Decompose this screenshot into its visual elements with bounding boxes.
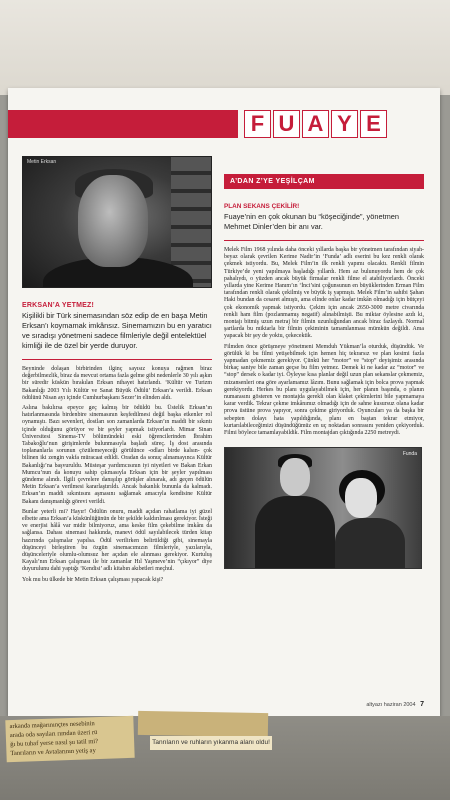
- photo-figure-woman: [335, 518, 405, 569]
- portrait-face: [78, 175, 148, 267]
- photo-figure-man: [255, 496, 335, 569]
- scrap-line: arada oda sayıları rımdan üzeri rü: [9, 729, 98, 740]
- photo-figure-woman-head: [345, 478, 377, 518]
- paper-scrap-label: Tanrıların ve ruhların yıkanma alanı oldu!: [150, 736, 272, 750]
- scrap-line: ğı bu tuhaf yerse nasıl şu tatil mi?: [10, 738, 99, 749]
- background: [0, 0, 450, 95]
- issue-label: altyazı haziran 2004: [366, 702, 416, 708]
- paragraph: Aslına bakılırsa epeyce geç kalmış bir ödüldü bu. Üstelik Erksan’ın hatırlanmasında birdenbire sinemasının keşfedilmesi değil başka etkenler rol oynamıştı. Bazı sevenleri, dostları son zamanlarda Erksan’ın maddi bir sıkıntı içinde olduğunu görüyor ve bir şeyler yapmak istiyorlardı. Mimar Sinan Üniversitesi Sinema-TV bölümündeki eski öğrencilerinden İbrahim Tabakoğlu’nun girişimlerde bulunmasıyla başladı süreç. İş dost arasında toplananlarla sorunun çözülemeyeceği görülünce -odları birde kalsın- çok bilinen iki zengin vakfa müracaat edildi. Oradan da sonuç alınamayınca Kültür Bakanlığı’na başvuruldu. Müsteşar yardımcısının iyi niyetleri ve Bakan Erkan Mumcu’nun da konuyu sahip çıkmasıyla Erksan için bir şeyler yapılması gündeme alındı. İlgili çevrelere danışılıp görüşler alınarak, adı geçen ödülün Metin Erksan’a verilmesi kararlaştırıldı. Ancak bakanlık bununla da kalmadı. Erksan’ın maddi sıkıntısını aşmasını sağlamak amacıyla kendisine Kültür Bakanı danışmanlığı görevi verildi.: [22, 405, 212, 505]
- paragraph: Bunlar yeterli mi? Hayır! Ödülün onuru, maddi açıdan rahatlama iyi güzel elbette ama Erksan’a küskünlüğünün de bir şekilde kaldırılması gerekiyor. İsteği ve enerjisi hâlâ var midir bilmiyoruz, ama keske film çekebilme imkânı da sağlansa. Dahası sinemasi hakkında, manevi ödül sayılabilecek türden kitap hazırında çalışmalar yapılsa. Ödül verilirken belirtildiği gibi, sinemayla düşünceyi birleştiren bu özgün sinemacımızın filmleriyle, yazılarıyla, düşünceleriyle olumlu-olumsuz her açıdan ele alınması gerekiyor. Kurtuluş Kayalı’nın Erksan çalışması ile bir zamanlar Hıl Yaşmeve’nin “çıkıyor” diye duyurulunu dahi yaptığı ‘Kendisi’ adlı kitabın akıbetleri meçhul.: [22, 508, 212, 573]
- title-letter: Y: [331, 110, 358, 138]
- paragraph: Yok mu bu ülkede bir Metin Erksan çalışması yapacak kişi?: [22, 576, 164, 583]
- photo-credit: Metin Erksan: [27, 159, 57, 165]
- article-body: [22, 366, 212, 584]
- paragraph: Melek Film 1968 yılında daha önceki yıllarda başka bir yönetmen tarafından siyah-beyaz olarak çevrilen Kerime Nadir’in ‘Funda’ adlı eserini bu kez renkli olarak çekmek istiyordu. Bu, Melek Film’in ilk renkli yapımı olacaktı. Renkli filmin Türkiye’de yeni yapılmaya başladığı yıllardı. Hem az bulunuyordu hem de çok pahalıydı, o yüzden ancak büyük firmalar renkli filme el atabiliyorlardı. Önceki yıllarda yine Kerime Hanım’ın ‘İnci’sini çoğunsunun en büyüklerinden Erman Film tarafından renkli olarak çekilmiş ve büyük iş yapmıştı. Melek Film’in sahibi Şahan Haki bundan da cesaret almıştı, ama elinde onlar kadar imkân olmadığı için bütçeyi çok ekonomik yapmak istiyordu. Çekim için ancak 2650-3000 metre civarında renkli ham film (pozlanmamış negatif) alınabilmişti. Bu miktar öylesine azdı ki, montajı bitmiş uzun metraj bir filmin uzunluğundan ancak biraz fazlaydı. Normal şartlarda bu miktarla bir filmin çekiminin tamamlanması mümkün değildi. Ama yapacak bir şey de yoktu, çekecektik.: [224, 247, 424, 340]
- film-still-photo: [224, 447, 422, 569]
- article-title: PLAN SEKANS ÇEKİLİR!: [224, 203, 300, 210]
- section-label: A’DAN Z’YE YEŞİLÇAM: [224, 174, 424, 189]
- scrap-line: Tanrıların ve Avtalarının yetiş ay: [10, 747, 96, 758]
- article-body: [224, 247, 424, 437]
- caption-text: Kişilikli bir Türk sinemasından söz edip de en başa Metin Erksan’ı koymamak imkânsız. Sinemamızın bu en yaratıcı ve sıradışı yönetmeni sadece filmleriyle değil entelektüel kimliği ile de özel bir yerde duruyor.: [22, 311, 212, 350]
- header-red-bar: [8, 110, 238, 138]
- title-letter: F: [244, 110, 271, 138]
- left-column: [22, 156, 212, 587]
- divider: [224, 240, 424, 241]
- divider: [22, 359, 212, 360]
- caption-heading: ERKSAN’A YETMEZ!: [22, 302, 95, 309]
- title-letter: E: [360, 110, 387, 138]
- photo-figure-man-head: [280, 458, 310, 496]
- paper-scrap: [5, 716, 134, 762]
- magazine-page: [8, 88, 440, 716]
- title-letter: A: [302, 110, 329, 138]
- photo-credit: Funda: [402, 451, 417, 458]
- right-column: [224, 174, 424, 569]
- paper-scrap: [138, 711, 268, 737]
- portrait-photo: [22, 156, 212, 288]
- page-number: 7: [420, 701, 424, 708]
- paragraph: Beyninde dolaşan birbirinden ilginç sayısız konuya rağmen biraz değerbilmezlik, biraz da mevcut ortama fazla gelme gibi nedenlerle 30 yılı aşkın bir süredir küskün bırakılan Erksan nihayet hatırlandı. ‘Kültür ve Turizm Bakanlığı 2003 Yılı Kültür ve Sanat Büyük Ödülü’ Erksan’a verildi. Erksan ödülünü Nisan ayı içinde Cumhurbaşkanı Sezer’in elinden aldı.: [22, 366, 212, 401]
- article-lead: Fuaye’nin en çok okunan bu “köşeciğinde”, yönetmen Mehmet Dinler’den bir anı var.: [224, 212, 400, 231]
- page-title: [244, 110, 389, 138]
- title-letter: U: [273, 110, 300, 138]
- page-footer: [366, 701, 424, 708]
- paragraph: Filmden önce görüşmeye yönetmeni Memduh Yükman’la oturduk, düşündük. Ve görülük ki bu filmi yetişebilmek için hemen hiç tekrarsız ve plan kesimi fazla yapmadan çekmemiz gerekiyor. Çünkü her “motor” ve “stop” deyişimiz arasında birkaç saniye bile zaman geçse bu film yetmez. Demek ki ne kadar az “motor” ve “stop” dersek o kadar iyi. Öyleyse kısa planlar değil uzun plan sekanslar çekmemiz, mizansenleri ona göre ayarlamamız lâzım. Bunu sağlamak için bolca prova yapmak gerekiyordu. Herkes bu planı uygulayabilmek için, her planın başında, o planın numarasını gösteren ve montajda gerekli olan klaket çekimlerini bile yapmamaya karar verdik. Tekrar çekme imkânımız olmadığı için de sahne kusursuz olana kadar prova üstüne prova yapıyor, sonra çekime giriyorduk. Oyuncuları ya da başka bir sebepten dolayı hata yapıldığında, planı en baştan tekrar etmiyor, kurtarılabileceğimizi düşündüğümüz en uç noktadan sonrasını yeniden çekiyorduk. Filmi böylece tamamlayabildik. Film montajdan çıktığında 2250 metreydi.: [224, 343, 424, 437]
- scrap-line: arkanda mağarınınçtes nesebinin: [9, 720, 95, 731]
